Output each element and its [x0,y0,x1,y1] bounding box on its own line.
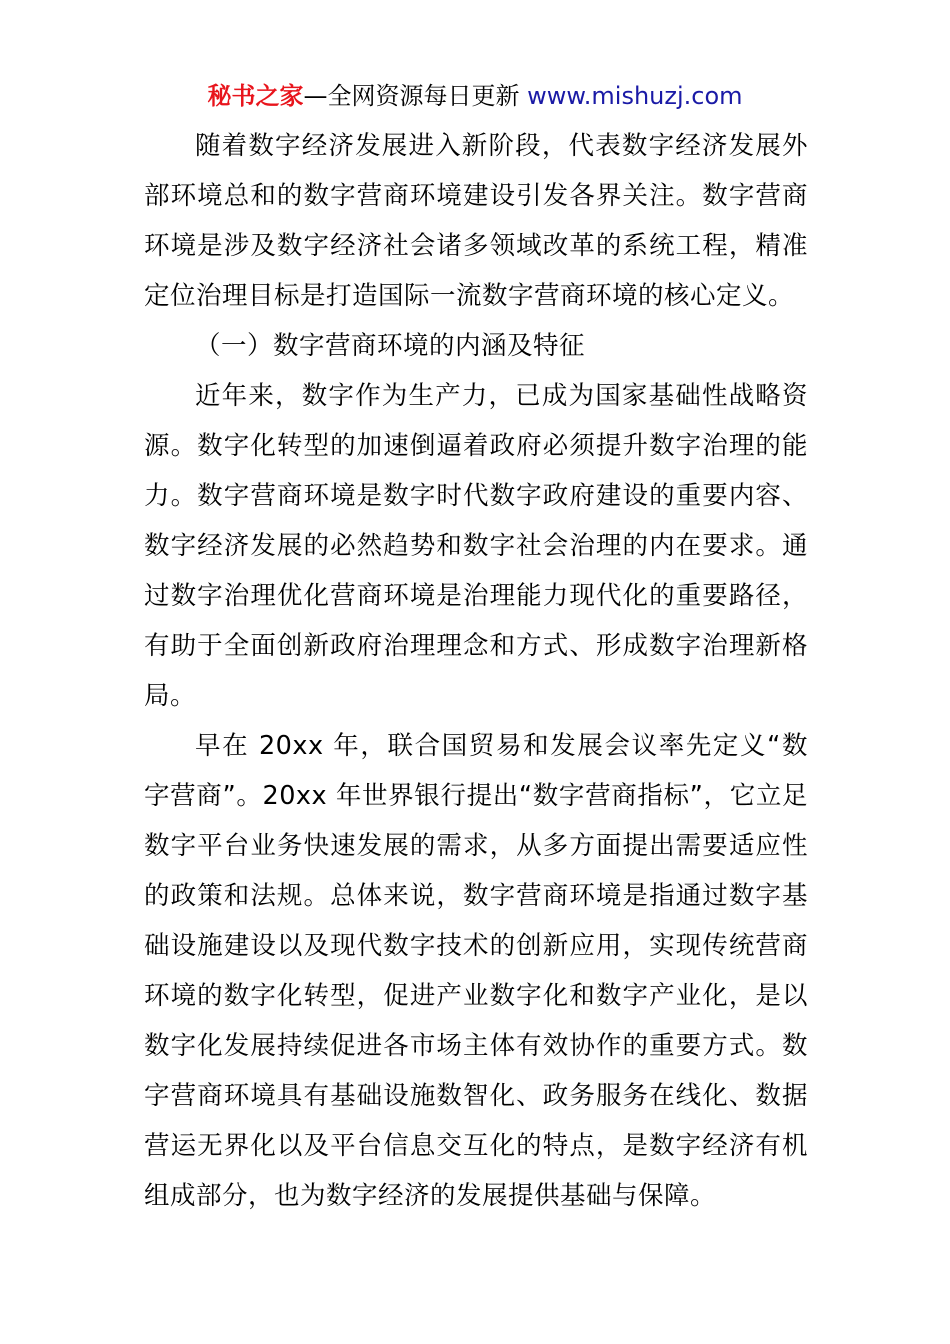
intro-paragraph: 随着数字经济发展进入新阶段，代表数字经济发展外部环境总和的数字营商环境建设引发各界关注。数字营商环境是涉及数字经济社会诸多领域改革的系统工程，精准定位治理目标是打造国际一流数字营商环境的核心定义。 [144,131,808,311]
body-paragraph: 早在 20xx 年，联合国贸易和发展会议率先定义“数字营商”。20xx 年世界银行提出“数字营商指标”，它立足数字平台业务快速发展的需求，从多方面提出需要适应性的政策和法规。总体来说，数字营商环境是指通过数字基础设施建设以及现代数字技术的创新应用，实现传统营商环境的数字化转型，促进产业数字化和数字产业化，是以数字化发展持续促进各市场主体有效协作的重要方式。数字营商环境具有基础设施数智化、政务服务在线化、数据营运无界化以及平台信息交互化的特点，是数字经济有机组成部分，也为数字经济的发展提供基础与保障。 [144,731,808,1211]
body-paragraph: 近年来，数字作为生产力，已成为国家基础性战略资源。数字化转型的加速倒逼着政府必须提升数字治理的能力。数字营商环境是数字时代数字政府建设的重要内容、数字经济发展的必然趋势和数字社会治理的内在要求。通过数字治理优化营商环境是治理能力现代化的重要路径，有助于全面创新政府治理理念和方式、形成数字治理新格局。 [144,381,808,711]
brand-name: 秘书之家 [207,82,304,110]
header-tagline: —全网资源每日更新 [303,82,520,110]
section-heading: （一）数字营商环境的内涵及特征 [195,331,586,361]
site-url-link[interactable]: www.mishuzj.com [527,82,743,110]
document-body [144,121,808,1221]
page-header [0,80,950,112]
